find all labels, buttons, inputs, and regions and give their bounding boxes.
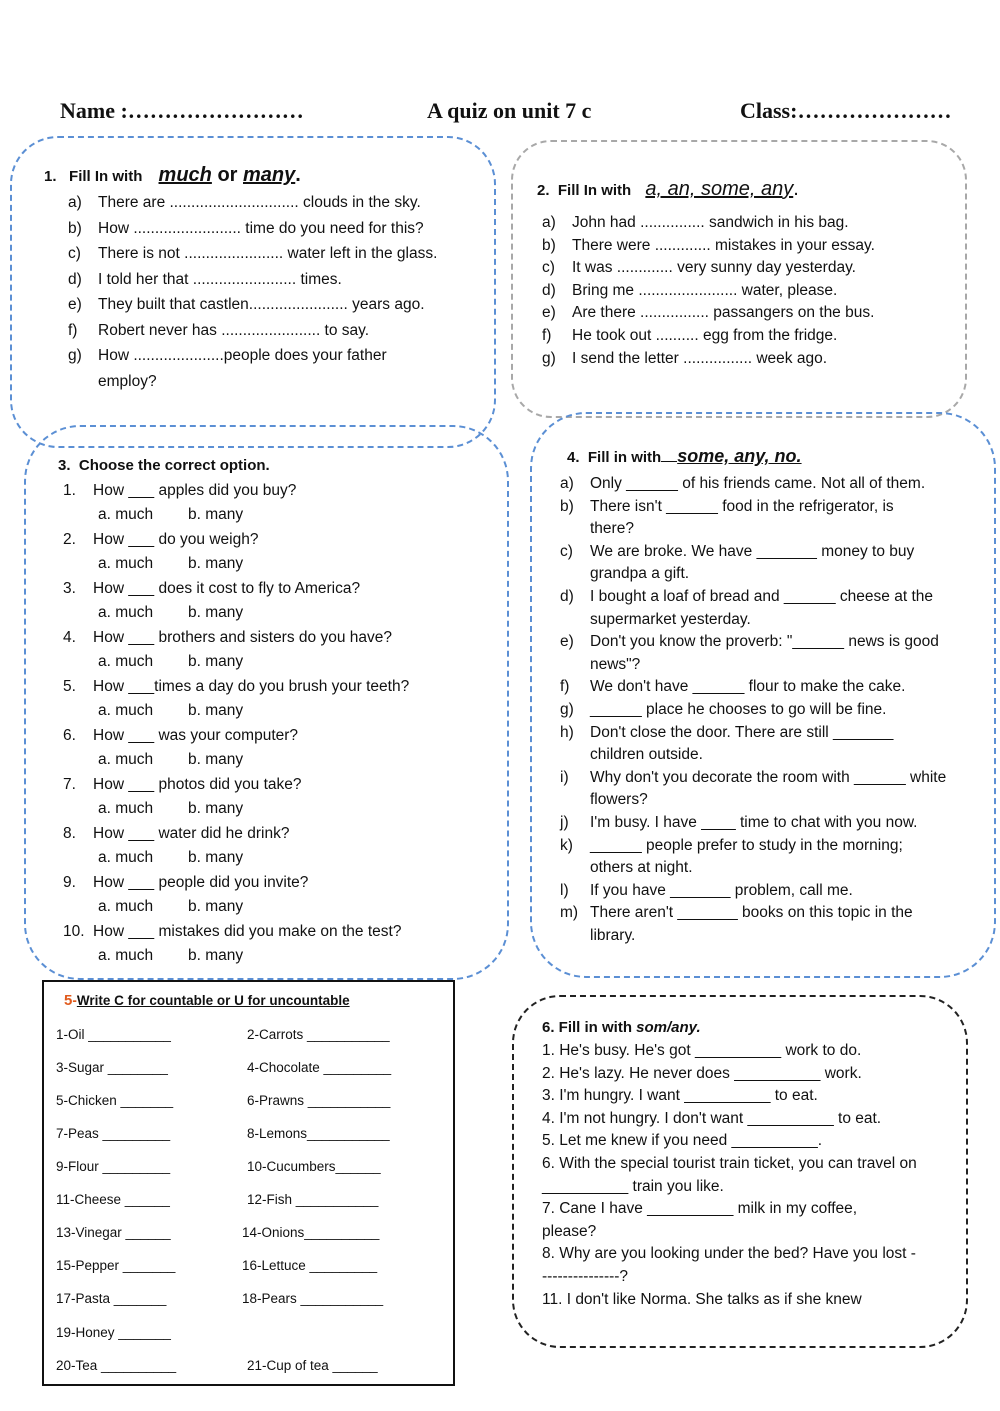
section-5-item: 14-Onions__________: [242, 1225, 380, 1240]
class-field-label: Class:…………………: [740, 98, 952, 123]
section-6-item: 1. He's busy. He's got __________ work to do.: [542, 1042, 862, 1059]
section-1-item: c) There is not ....................... water left in the glass.: [68, 245, 438, 262]
section-3-item: 2. How ___ do you weigh? a. much b. many: [63, 531, 259, 572]
section-5-item: 11-Cheese ______: [56, 1192, 170, 1207]
section-6-questions: [542, 1040, 937, 1311]
name-field-label: Name :……………………: [60, 98, 304, 123]
section-2-title: 2. Fill In with a, an, some, any.: [537, 178, 799, 200]
section-3-item: 3. How ___ does it cost to fly to America? a. much b. many: [63, 580, 361, 621]
section-2-item: g) I send the letter ................ week ago.: [542, 349, 828, 367]
section-4-item: d) I bought a loaf of bread and ______ cheese at the supermarket yesterday.: [560, 587, 933, 628]
section-6-item: 4. I'm not hungry. I don't want __________ to eat.: [542, 1109, 882, 1127]
section-6-item: 8. Why are you looking under the bed? Have you lost ----------------?: [542, 1245, 916, 1285]
section-5-item: 6-Prawns ___________: [247, 1093, 391, 1108]
section-3-item: 6. How ___ was your computer? a. much b. many: [63, 727, 299, 768]
section-5-item: 9-Flour _________: [56, 1159, 171, 1174]
section-4-item: i) Why don't you decorate the room with ______ white flowers?: [560, 768, 947, 809]
section-4-title: 4. Fill in with some, any, no.: [567, 446, 802, 466]
section-5-item: 1-Oil ___________: [56, 1027, 171, 1042]
section-2-item: f) He took out .......... egg from the fridge.: [542, 326, 838, 344]
section-6-item: 5. Let me knew if you need __________.: [542, 1132, 823, 1150]
section-5-item: 3-Sugar ________: [56, 1060, 168, 1075]
section-6-title: 6. Fill in with som/any.: [542, 1019, 701, 1036]
section-5-item: 17-Pasta _______: [56, 1291, 167, 1306]
section-5-item: 13-Vinegar ______: [56, 1225, 171, 1240]
section-4-item: l) If you have _______ problem, call me.: [560, 881, 853, 899]
section-4-item: b) There isn't ______ food in the refrigerator, is there?: [560, 497, 894, 538]
section-5-title: 5-Write C for countable or U for uncountable: [64, 992, 350, 1009]
section-4-item: a) Only ______ of his friends came. Not all of them.: [560, 475, 926, 492]
section-4-questions: [560, 473, 965, 947]
section-5-item: 4-Chocolate _________: [247, 1060, 392, 1075]
section-3-title: 3. Choose the correct option.: [58, 457, 270, 474]
section-4-item: k) ______ people prefer to study in the morning; others at night.: [560, 836, 903, 877]
section-4-item: e) Don't you know the proverb: "______ news is good news"?: [560, 633, 939, 673]
section-5-item: 18-Pears ___________: [242, 1291, 384, 1306]
section-1-item: b) How ......................... time do you need for this?: [68, 219, 424, 237]
page-title: A quiz on unit 7 c: [427, 98, 592, 123]
section-1-title: 1. Fill In with much or many.: [44, 164, 301, 186]
section-4-item: c) We are broke. We have _______ money to buy grandpa a gift.: [560, 542, 915, 583]
section-2-item: c) It was ............. very sunny day yesterday.: [542, 259, 856, 277]
section-6-item: 3. I'm hungry. I want __________ to eat.: [542, 1087, 818, 1105]
section-3-item: 10. How ___ mistakes did you make on the test? a. much b. many: [63, 923, 402, 964]
section-3-item: 7. How ___ photos did you take? a. much b. many: [63, 776, 302, 817]
section-2-item: d) Bring me ....................... water, please.: [542, 281, 838, 299]
section-1-item: f) Robert never has ....................... to say.: [68, 321, 370, 339]
section-2-item: e) Are there ................ passangers on the bus.: [542, 304, 875, 322]
section-6-item: 7. Cane I have __________ milk in my coffee, please?: [542, 1200, 858, 1240]
section-6-item: 6. With the special tourist train ticket, you can travel on __________ train you like.: [542, 1154, 917, 1195]
section-5-item: 16-Lettuce _________: [242, 1258, 378, 1273]
section-5-item: 21-Cup of tea ______: [247, 1358, 378, 1373]
section-5-item: 8-Lemons___________: [247, 1126, 390, 1141]
section-1-item: e) They built that castlen....................... years ago.: [68, 296, 425, 313]
section-2-item: b) There were ............. mistakes in your essay.: [542, 236, 875, 254]
section-1-item: g) How .....................people does your father employ?: [68, 347, 387, 390]
section-4-item: j) I'm busy. I have ____ time to chat with you now.: [560, 813, 918, 831]
section-5-item: 5-Chicken _______: [56, 1093, 174, 1108]
section-4-item: g) ______ place he chooses to go will be fine.: [560, 700, 887, 718]
section-1-item: d) I told her that ........................ times.: [68, 270, 342, 288]
section-5-item: 19-Honey _______: [56, 1325, 171, 1340]
section-3-item: 5. How ___times a day do you brush your teeth? a. much b. many: [63, 678, 410, 719]
section-3-item: 9. How ___ people did you invite? a. much b. many: [63, 874, 309, 915]
section-5-item: 15-Pepper _______: [56, 1258, 176, 1273]
section-3-questions: [63, 479, 493, 969]
section-2-item: a) John had ............... sandwich in his bag.: [542, 214, 849, 231]
section-4-item: h) Don't close the door. There are still _______ children outside.: [560, 723, 894, 764]
section-4-item: m) There aren't _______ books on this topic in the library.: [560, 904, 913, 944]
section-1-questions: [68, 190, 473, 394]
section-6-item: 11. I don't like Norma. She talks as if she knew: [542, 1290, 862, 1308]
section-5-item: 20-Tea __________: [56, 1358, 177, 1373]
section-5-item: 7-Peas _________: [56, 1126, 171, 1141]
section-5-item: 12-Fish ___________: [247, 1192, 379, 1207]
section-2-questions: [542, 212, 942, 370]
section-6-item: 2. He's lazy. He never does __________ work.: [542, 1064, 862, 1082]
section-3-item: 8. How ___ water did he drink? a. much b. many: [63, 825, 290, 866]
section-3-item: 1. How ___ apples did you buy? a. much b. many: [63, 482, 297, 523]
section-1-item: a) There are .............................. clouds in the sky.: [68, 194, 421, 211]
section-3-item: 4. How ___ brothers and sisters do you have? a. much b. many: [63, 629, 392, 670]
section-4-item: f) We don't have ______ flour to make the cake.: [560, 678, 906, 696]
section-5-item: 10-Cucumbers______: [247, 1159, 381, 1174]
section-5-item: 2-Carrots ___________: [247, 1027, 390, 1042]
